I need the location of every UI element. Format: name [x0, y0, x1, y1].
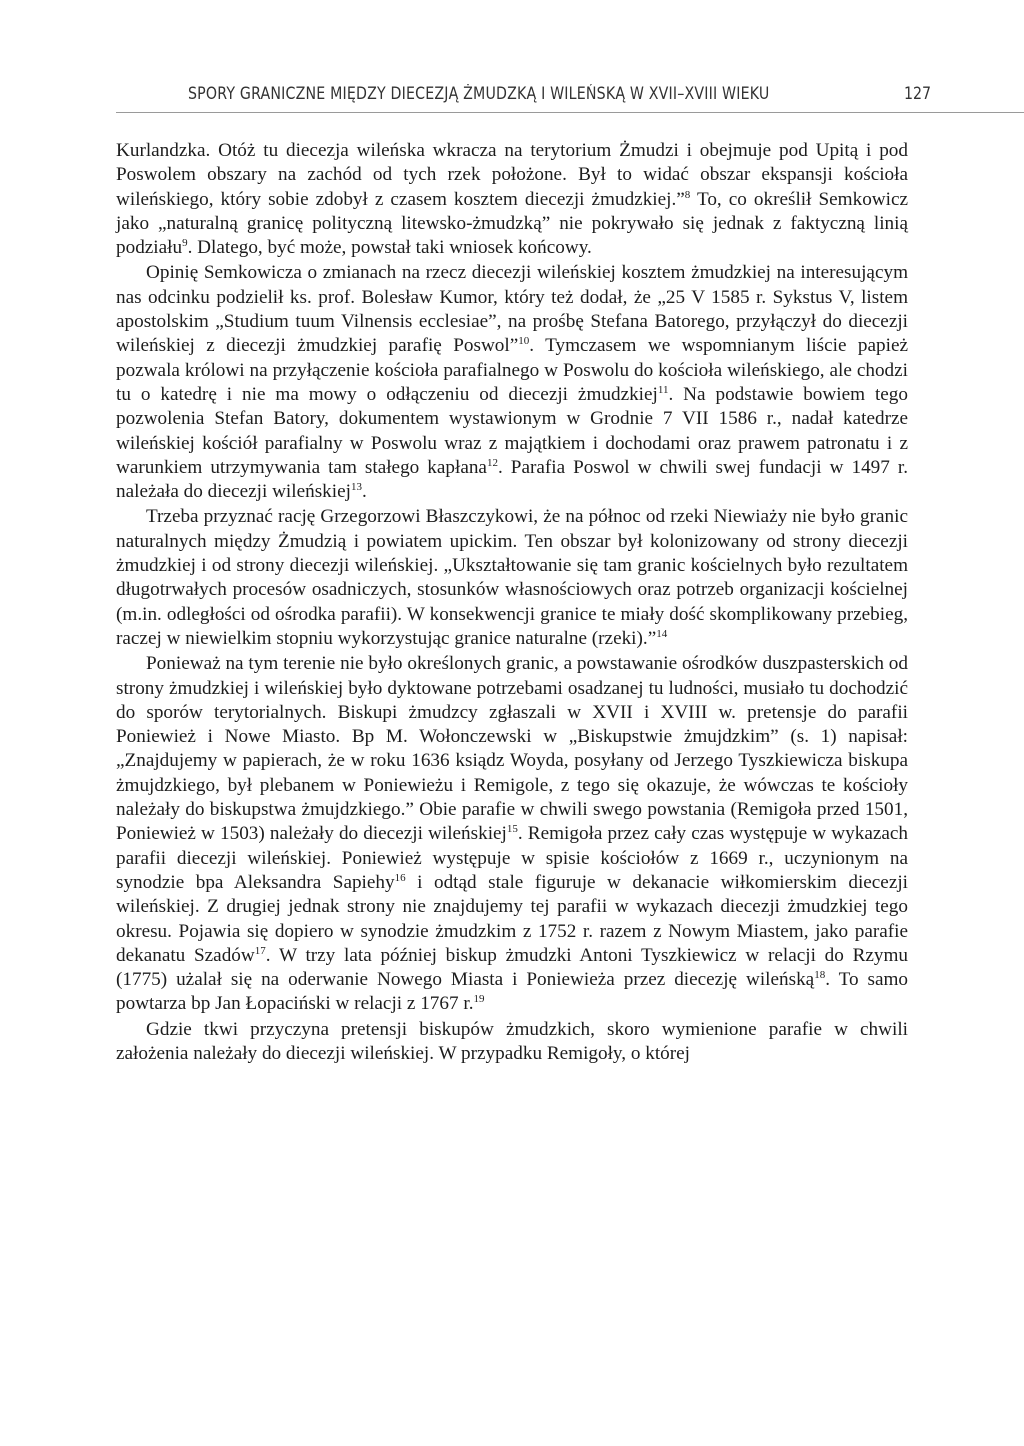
- text-run: . Na podstawie bowiem tego pozwolenia Stefan Batory, dokumentem wystawionym w Grodnie 7 VII 1586 r., nadał katedrze wileńskiej kościół parafialny w Poswolu wraz z majątkiem i dochodami oraz prawem patronatu i z warunkiem utrzymywania tam stałego kapłana: [116, 383, 908, 478]
- footnote-ref: 8: [684, 188, 691, 201]
- text-run: . Parafia Poswol w chwili swej fundacji w 1497 r. należała do diecezji wileńskiej: [116, 456, 908, 503]
- footnote-ref: 10: [518, 335, 530, 348]
- footnote-ref: 13: [350, 481, 362, 494]
- footnote-ref: 18: [814, 969, 826, 982]
- paragraph: [116, 261, 908, 504]
- footnote-ref: 16: [394, 871, 406, 884]
- text-run: . Dlatego, być może, powstał taki wniosek końcowy.: [187, 237, 592, 259]
- text-run: Gdzie tkwi przyczyna pretensji biskupów żmudzkich, skoro wymienione parafie w chwili założenia należały do diecezji wileńskiej. W przypadku Remigoły, o której: [116, 1018, 908, 1064]
- text-run: .: [361, 481, 367, 503]
- text-run: Ponieważ na tym terenie nie było określonych granic, a powstawanie ośrodków duszpasterskich od strony żmudzkiej i wileńskiej było dyktowane potrzebami osadzanej tu ludności, musiało tu dochodzić do sporów terytorialnych. Biskupi żmudzcy zgłaszali w XVII i XVIII w. pretensje do parafii Poniewież i Nowe Miasto. Bp M. Wołonczewski w „Biskupstwie żmujdzkim” (s. 1) napisał: „Znajdujemy w papierach, że w roku 1636 ksiądz Woyda, posyłany od Jerzego Tyszkiewicza biskupa żmujdzkiego, był plebanem w Poniewieżu i Remigole, z tego się okazuje, że wówczas te kościoły należały do biskupstwa żmujdzkiego.” Obie parafie w chwili swego powstania (Remigoła przed 1501, Poniewież w 1503) należały do diecezji wileńskiej: [116, 653, 908, 845]
- footnote-ref: 11: [657, 383, 669, 396]
- paragraph: [116, 505, 908, 651]
- running-title: SPORY GRANICZNE MIĘDZY DIECEZJĄ ŻMUDZKĄ I WILEŃSKĄ W XVII–XVIII WIEKU: [188, 84, 770, 103]
- text-run: i odtąd stale figuruje w dekanacie wiłkomierskim diecezji wileńskiej. Z drugiej jednak strony nie znajdujemy tej parafii w wykazach diecezji żmudzkiej tego okresu. Pojawia się dopiero w synodzie żmudzkim z 1752 r. razem z Nowym Miastem, jako parafie dekanatu Szadów: [116, 871, 909, 966]
- text-run: Opinię Semkowicza o zmianach na rzecz diecezji wileńskiej kosztem żmudzkiej na interesującym nas odcinku podzielił ks. prof. Bolesław Kumor, który też dodał, że „25 V 1585 r. Sykstus V, listem apostolskim „Studium tuum Vilnensis ecclesiae”, na prośbę Stefana Batorego, przyłączył do diecezji wileńskiej z diecezji żmudzkiej parafię Poswol”: [116, 262, 908, 357]
- text-run: . To samo powtarza bp Jan Łopaciński w relacji z 1767 r.: [116, 969, 908, 1015]
- paragraph: [116, 1018, 908, 1067]
- text-run: . W trzy lata później biskup żmudzki Antoni Tyszkiewicz w relacji do Rzymu (1775) użalał się na oderwanie Nowego Miasta i Poniewieża przez diecezję wileńską: [116, 944, 908, 991]
- page-number: 127: [904, 84, 932, 103]
- footnote-ref: 14: [656, 627, 668, 640]
- text-run: Trzeba przyznać rację Grzegorzowi Błaszczykowi, że na północ od rzeki Niewiaży nie było granic naturalnych między Żmudzią i powiatem upickim. Ten obszar był kolonizowany od strony diecezji żmudzkiej i od strony diecezji wileńskiej. „Ukształtowanie się tam granic kościelnych było rezultatem długotrwałych procesów osadniczych, stosunków własnościowych oraz potrzeb organizacji kościelnej (m.in. odległości od ośrodka parafii). W konsekwencji granice te miały dość skomplikowany przebieg, raczej w niewielkim stopniu wykorzystując granice naturalne (rzeki).”: [116, 506, 908, 649]
- text-run: To, co określił Semkowicz jako „naturalną granicę polityczną litewsko-żmudzką” nie pokrywało się jednak z faktyczną linią podziału: [116, 188, 909, 259]
- footnote-ref: 12: [486, 456, 498, 469]
- footnote-ref: 19: [473, 993, 485, 1006]
- paragraph: [116, 139, 908, 260]
- text-run: . Tymczasem we wspomnianym liście papież pozwala królowi na przyłączenie kościoła parafialnego w Poswolu do kościoła wileńskiego, ale chodzi tu o katedrę i nie ma mowy o odłączeniu od diecezji żmudzkiej: [116, 335, 908, 405]
- running-header: [116, 84, 1024, 113]
- footnote-ref: 15: [506, 823, 518, 836]
- footnote-ref: 17: [254, 944, 266, 957]
- body-text: [116, 139, 908, 1066]
- text-run: . Remigoła przez cały czas występuje w wykazach parafii diecezji wileńskiej. Poniewież występuje w spisie kościołów z 1669 r., uczynionym na synodzie bpa Aleksandra Sapiehy: [116, 823, 908, 893]
- footnote-ref: 9: [182, 237, 188, 250]
- text-run: Kurlandzka. Otóż tu diecezja wileńska wkracza na terytorium Żmudzi i obejmuje pod Upitą i pod Poswolem obszary na zachód od tych rzek położone. Był to widać obszar ekspansji kościoła wileńskiego, który sobie zdobył z czasem kosztem diecezji żmudzkiej.”: [116, 140, 908, 210]
- paragraph: [116, 652, 908, 1016]
